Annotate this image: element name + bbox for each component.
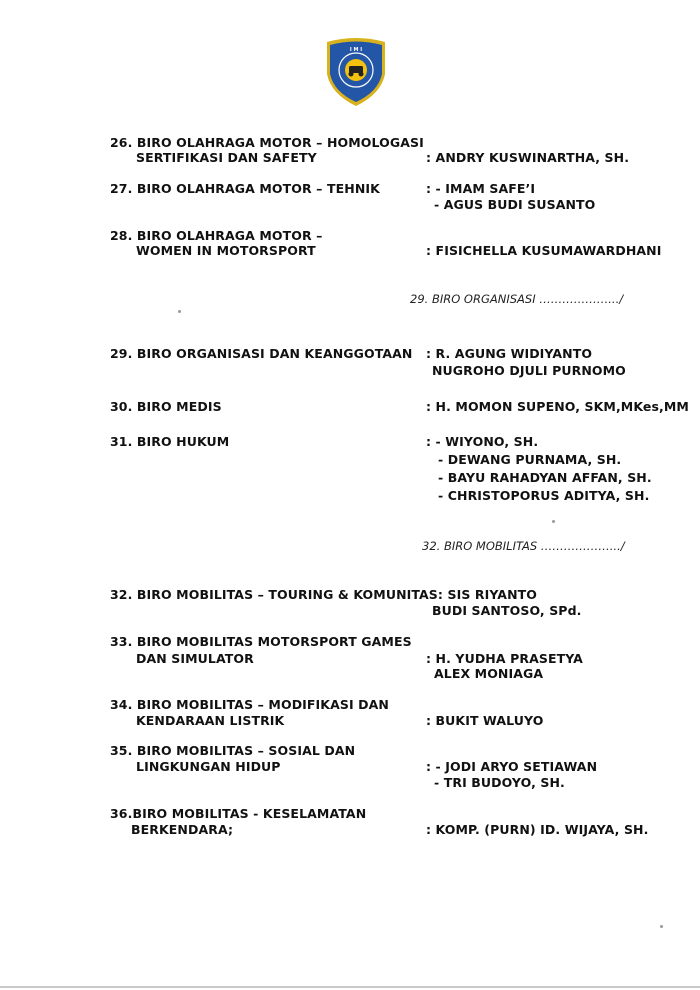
entry-28-name: : FISICHELLA KUSUMAWARDHANI [426,243,662,258]
continuation-note-2: 32. BIRO MOBILITAS ……………….../ [422,539,625,553]
entry-34-title-line2: KENDARAAN LISTRIK [136,713,285,728]
entry-35-title-line1: 35. BIRO MOBILITAS – SOSIAL DAN [110,743,356,758]
entry-28-title-line1: 28. BIRO OLAHRAGA MOTOR – [110,228,323,243]
entry-31-title: 31. BIRO HUKUM [110,434,230,449]
entry-31-name-1: : - WIYONO, SH. [426,434,539,449]
entry-30-name: : H. MOMON SUPENO, SKM,MKes,MM [426,399,689,414]
entry-29-name-1: : R. AGUNG WIDIYANTO [426,346,593,361]
entry-35-title-line2: LINGKUNGAN HIDUP [136,759,281,774]
entry-29-title: 29. BIRO ORGANISASI DAN KEANGGOTAAN [110,346,413,361]
entry-33-name-2: ALEX MONIAGA [434,666,544,681]
entry-31-name-2: - DEWANG PURNAMA, SH. [438,452,622,467]
svg-text:I M I: I M I [349,47,363,53]
scan-speck [552,520,555,523]
entry-31-name-3: - BAYU RAHADYAN AFFAN, SH. [438,470,652,485]
imi-logo [323,36,389,108]
page-bottom-edge [0,986,700,988]
entry-35-name-2: - TRI BUDOYO, SH. [434,775,565,790]
entry-29-name-2: NUGROHO DJULI PURNOMO [432,363,626,378]
entry-26-name: : ANDRY KUSWINARTHA, SH. [426,150,630,165]
entry-36-title-line1: 36.BIRO MOBILITAS - KESELAMATAN [110,806,367,821]
scan-speck [660,925,663,928]
entry-36-title-line2: BERKENDARA; [131,822,234,837]
entry-35-name-1: : - JODI ARYO SETIAWAN [426,759,598,774]
entry-30-title: 30. BIRO MEDIS [110,399,222,414]
entry-26-title-line2: SERTIFIKASI DAN SAFETY [136,150,317,165]
entry-33-title-line2: DAN SIMULATOR [136,651,254,666]
entry-27-name-2: - AGUS BUDI SUSANTO [434,197,596,212]
scan-speck [178,310,181,313]
entry-33-title-line1: 33. BIRO MOBILITAS MOTORSPORT GAMES [110,634,412,649]
entry-28-title-line2: WOMEN IN MOTORSPORT [136,243,316,258]
entry-32-title: 32. BIRO MOBILITAS – TOURING & KOMUNITAS: SIS RIYANTO [110,587,537,602]
entry-26-title-line1: 26. BIRO OLAHRAGA MOTOR – HOMOLOGASI [110,135,424,150]
entry-31-name-4: - CHRISTOPORUS ADITYA, SH. [438,488,650,503]
entry-36-name: : KOMP. (PURN) ID. WIJAYA, SH. [426,822,649,837]
entry-33-name-1: : H. YUDHA PRASETYA [426,651,583,666]
entry-32-name-2: BUDI SANTOSO, SPd. [432,603,582,618]
entry-34-name: : BUKIT WALUYO [426,713,544,728]
entry-34-title-line1: 34. BIRO MOBILITAS – MODIFIKASI DAN [110,697,389,712]
continuation-note-1: 29. BIRO ORGANISASI ……………….../ [410,292,624,306]
entry-27-title: 27. BIRO OLAHRAGA MOTOR – TEHNIK [110,181,380,196]
entry-27-name-1: : - IMAM SAFE’I [426,181,536,196]
